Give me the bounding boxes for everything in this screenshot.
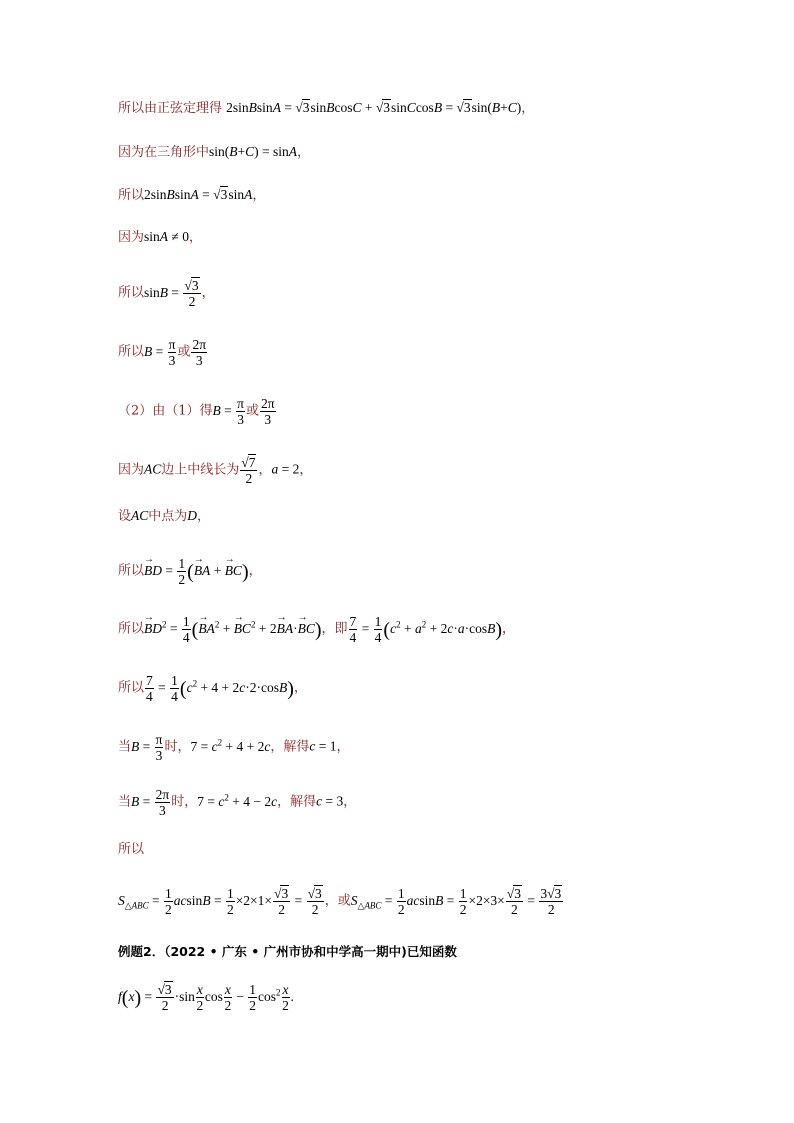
line-step-12: 所以 $\frac{7}{4}$ = $\frac{1}{4}$ $(c^2 + 4 + 2c\cdot 2\cdot\cos B)$， <box>118 673 307 704</box>
math-expr-3: c = 1 <box>309 738 337 754</box>
math-expr: $\frac{7}{4}$ = $\frac{1}{4}$ $(c^2 + 4 + 2c\cdot 2\cdot\cos B)$ <box>146 673 294 704</box>
math-expr-2: $\frac{2\pi}{3}$ <box>261 396 275 427</box>
math-expr: B = $\frac{\pi}{3}$ <box>131 732 163 763</box>
line-case-1: 当B = $\frac{\pi}{3}$ 时，$7 = c^2 + 4 + 2c$，解得c = 1， <box>118 732 350 763</box>
math-expr: 2sinBsinA = √3sinA <box>144 187 253 202</box>
line-step-3: 所以2sinBsinA = √3sinA， <box>118 187 266 203</box>
line-sinB: 所以sinB = $\frac{√3}{2}$ ， <box>118 278 215 309</box>
math-expr: f(x) = $\frac{√3}{2}$ ·sin $\frac{x}{2}$ cos $\frac{x}{2}$ − $\frac{1}{2}$ $\cos^2$ $\frac{x}{2}$ . <box>118 982 294 1013</box>
math-expr-2: $7 = c^2 + 4 - 2c$ <box>197 792 278 809</box>
math-expr: B = $\frac{\pi}{3}$ <box>144 337 176 368</box>
line-conclusion-label: 所以 <box>118 842 145 857</box>
math-expr-2: $\frac{2\pi}{3}$ <box>192 337 207 368</box>
example-heading: 例题2．（2022 • 广东 • 广州市协和中学高一期中)已知函数 <box>118 944 457 959</box>
line-triangle-identity: 因为在三角形中sin(B+C) = sinA， <box>118 144 311 160</box>
math-expr: → BD = $\frac{1}{2}$ (→ BA + → BC) <box>144 563 249 578</box>
line-case-2: 当B = $\frac{2\pi}{3}$ 时，$7 = c^2 + 4 - 2c$，解得c = 3， <box>118 787 357 818</box>
math-expr: sinA ≠ 0 <box>144 229 189 244</box>
math-expr-2: $\frac{7}{4}$ = $\frac{1}{4}$ $(c^2 + a^2 + 2c\cdot a\cdot\cos B)$ <box>349 614 502 645</box>
line-law-of-sines: 所以由正弦定理得 2sinBsinA = √3sinBcosC + √3sinCcosB = √3sin(B+C)， <box>118 100 535 116</box>
math-expr: $\frac{√7}{2}$ <box>241 455 256 486</box>
line-vector-BD: 所以→ BD = $\frac{1}{2}$ (→ BA + → BC)， <box>118 556 262 587</box>
math-expr: B = $\frac{2\pi}{3}$ <box>131 787 170 818</box>
math-expr-2: $S_{\triangle ABC}$ = $\frac{1}{2}$ acsinB = $\frac{1}{2}$ ×2×3× $\frac{√3}{2}$ = $\frac{3√3}{2}$ <box>350 886 562 917</box>
function-definition <box>118 982 294 1013</box>
line-B-values: 所以B = $\frac{\pi}{3}$ 或 $\frac{2\pi}{3}$ <box>118 337 207 368</box>
line-vector-squared: 所以→ $BD^2$ = $\frac{1}{4}$ (→ $BA^2$ + → $BC^2 + 2\to BA\cdot\to BC$)，即 $\frac{7}{4}$ = $\frac{1}{4}$ $(c^2 + a^2 + 2c\cdot a\cdot\cos B)$， <box>118 614 515 645</box>
math-expr: sin(B+C) = sinA <box>209 144 298 159</box>
math-expr: $S_{\triangle ABC}$ = $\frac{1}{2}$ acsinB = $\frac{1}{2}$ ×2×1× $\frac{√3}{2}$ = $\frac{√3}{2}$ <box>118 886 322 917</box>
math-expr: → $BD^2$ = $\frac{1}{4}$ (→ $BA^2$ + → $BC^2 + 2\to BA\cdot\to BC$) <box>144 621 322 636</box>
math-expr: B = $\frac{\pi}{3}$ <box>212 396 244 427</box>
line-area: $S_{\triangle ABC}$ = $\frac{1}{2}$ acsinB = $\frac{1}{2}$ ×2×1× $\frac{√3}{2}$ = $\frac{√3}{2}$ ，或$S_{\triangle ABC}$ = $\frac{1}{2}$ acsinB = $\frac{1}{2}$ ×2×3× $\frac{√3}{2}$ = $\frac{3√3}{2}$ <box>118 886 564 917</box>
math-expr-2: a = 2 <box>271 461 300 477</box>
line-median: 因为AC边上中线长为 $\frac{√7}{2}$ ，a = 2， <box>118 455 313 486</box>
line-midpoint: 设AC中点为D， <box>118 508 211 524</box>
math-expr: sinB = $\frac{√3}{2}$ <box>144 278 199 309</box>
math-expr: 2sinBsinA = √3sinBcosC + √3sinCcosB = √3sin(B+C) <box>226 100 522 115</box>
line-step-4: 因为sinA ≠ 0， <box>118 229 202 245</box>
line-part-2: （2）由（1）得B = $\frac{\pi}{3}$ 或 $\frac{2\pi}{3}$ <box>118 396 275 427</box>
math-expr-2: $7 = c^2 + 4 + 2c$ <box>190 737 271 754</box>
math-expr-3: c = 3 <box>316 793 344 809</box>
